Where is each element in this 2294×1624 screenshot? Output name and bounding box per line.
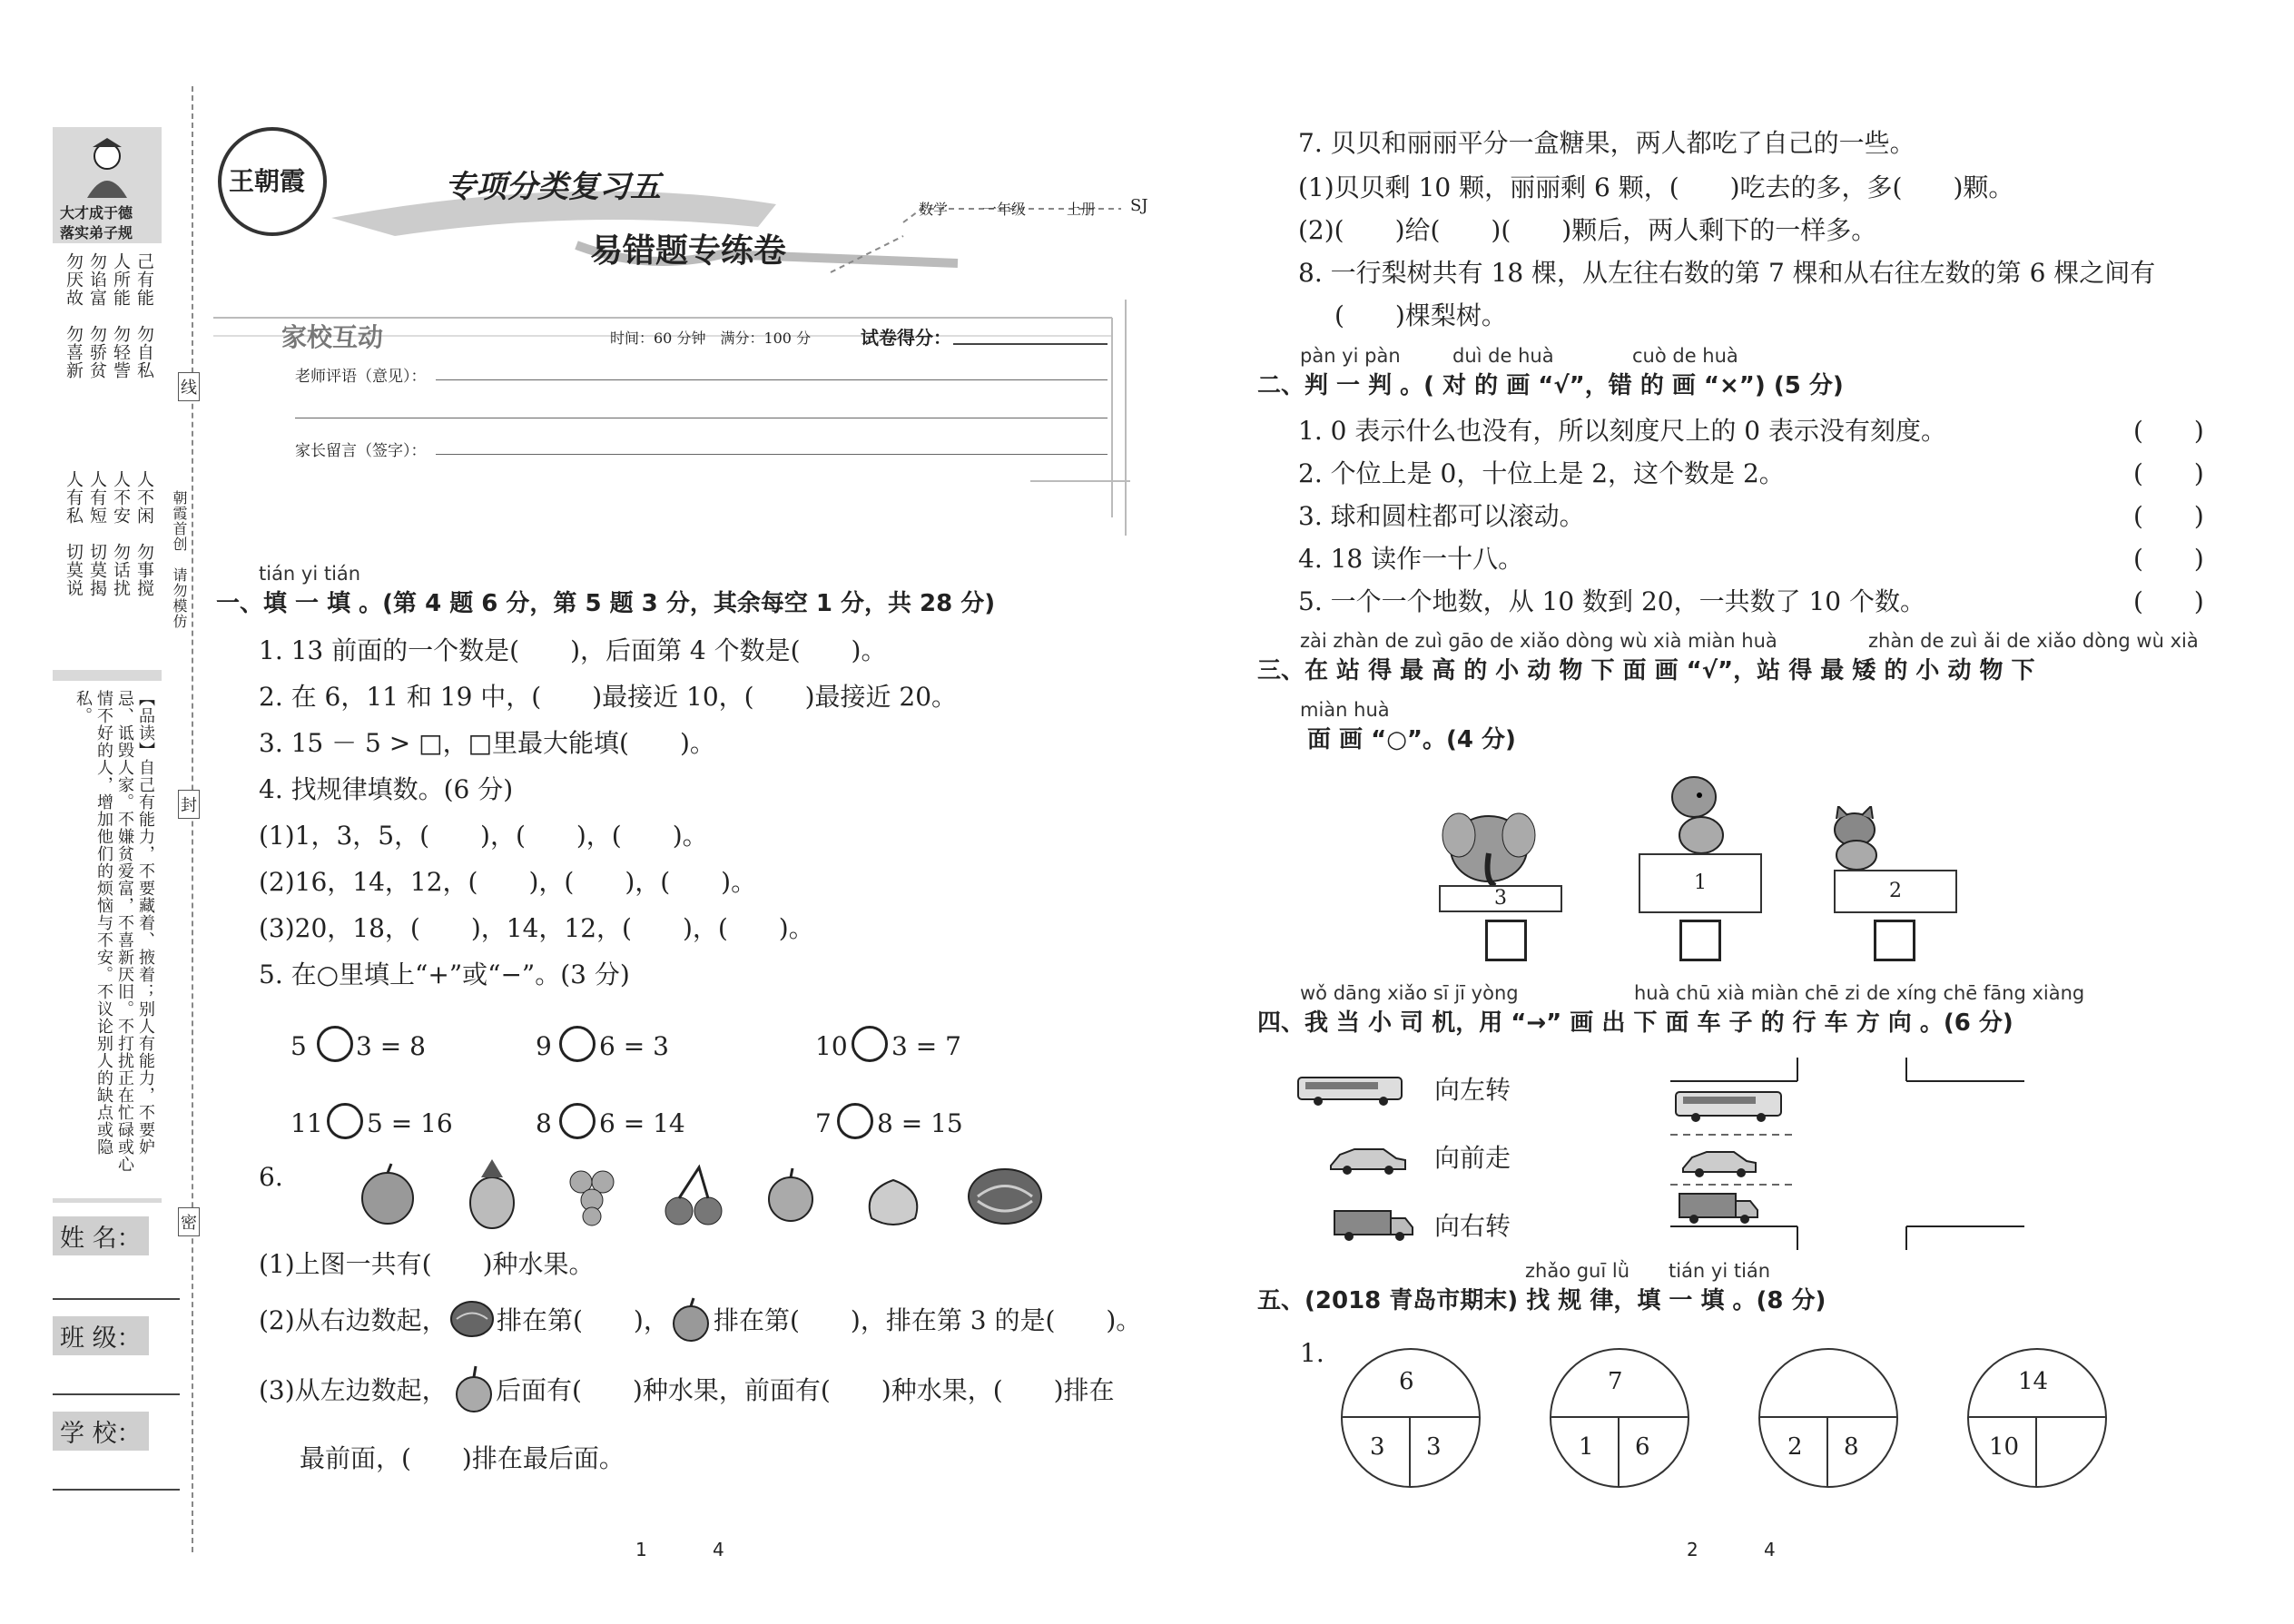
elephant-icon (1439, 799, 1539, 893)
reading-box (53, 681, 162, 1198)
name-label: 姓 名： (53, 1216, 149, 1255)
pineapple-icon (463, 1157, 521, 1234)
number-circle (1758, 1348, 1898, 1488)
exam-title: 易错题专练卷 (590, 232, 787, 270)
eq-circle[interactable] (317, 1026, 353, 1062)
q6c-start: (3)从左边数起， (259, 1375, 448, 1405)
turn-right-label: 向右转 (1434, 1211, 1511, 1241)
q4c: (3)20，18，( )，14，12，( )，( )。 (259, 913, 814, 943)
verse-col: 人有短 切莫揭 (87, 470, 107, 597)
judge-answer[interactable]: ( ) (2133, 544, 2204, 574)
teacher-comment-label: 老师评语（意见）： (295, 368, 427, 386)
answer-box[interactable] (1485, 920, 1527, 961)
s3-title: 三、在 站 得 最 高 的 小 动 物 下 面 画 “√”，站 得 最 矮 的 小 动 物 下 (1257, 657, 2035, 684)
road-diagram[interactable] (1670, 1058, 2033, 1253)
s4-title: 四、我 当 小 司 机，用 “→” 画 出 下 面 车 子 的 行 车 方 向 。(6 分) (1257, 1009, 2013, 1037)
eq-circle[interactable] (837, 1103, 873, 1139)
orange-icon (454, 1363, 494, 1418)
cut-mark: 线 (178, 372, 200, 401)
s5-title: 五、(2018 青岛市期末) 找 规 律，填 一 填 。(8 分) (1257, 1287, 1826, 1314)
judge-item: 3. 球和圆柱都可以滚动。 (1298, 501, 1585, 531)
parent-comment-field[interactable] (436, 454, 1108, 455)
exam-time: 时间：60 分钟 满分：100 分 (610, 330, 812, 347)
s2-pinyin: duì de huà (1452, 345, 1554, 367)
judge-answer[interactable]: ( ) (2133, 501, 2204, 531)
eq-left: 8 (536, 1108, 552, 1138)
s1-pinyin: tián yi tián (259, 563, 361, 585)
meta-subject: 数学 (919, 201, 949, 218)
circle-left[interactable]: 1 (1579, 1433, 1594, 1461)
q2: 2. 在 6，11 和 19 中，( )最接近 10，( )最接近 20。 (259, 682, 958, 712)
motto-line-2: 落实弟子规 (60, 224, 133, 241)
s2-pinyin: cuò de huà (1632, 345, 1738, 367)
q6: 6. (259, 1162, 283, 1192)
eq-left: 9 (536, 1031, 552, 1061)
parent-comment-label: 家长留言（签字）： (295, 442, 427, 460)
number-circle (1341, 1348, 1481, 1488)
number-circle (1967, 1348, 2107, 1488)
school-label: 学 校： (53, 1412, 149, 1451)
q6b-middle: 排在第( )， (497, 1305, 669, 1335)
cherry-icon (663, 1164, 728, 1231)
verse-col: 人不安 勿话扰 (111, 470, 131, 597)
page-total: 4 (713, 1539, 724, 1560)
meta-edition: SJ (1130, 196, 1148, 215)
watermelon-icon (449, 1300, 495, 1342)
answer-box[interactable] (1874, 920, 1915, 961)
q7b: (2)( )给( )( )颗后，两人剩下的一样多。 (1298, 215, 1877, 245)
circle-top: 14 (2018, 1368, 2049, 1395)
q7: 7. 贝贝和丽丽平分一盒糖果，两人都吃了自己的一些。 (1298, 128, 1915, 158)
class-field[interactable] (53, 1393, 180, 1395)
cut-mark: 密 (178, 1207, 200, 1236)
q6b-start: (2)从右边数起， (259, 1305, 448, 1335)
circle-top: 7 (1608, 1368, 1623, 1395)
motto-line-1: 大才成于德 (60, 204, 133, 221)
go-forward-label: 向前走 (1434, 1143, 1511, 1173)
meta-grade: 一年级 (982, 201, 1027, 218)
school-field[interactable] (53, 1489, 180, 1491)
q6a: (1)上图一共有( )种水果。 (259, 1249, 595, 1279)
bus-icon (1296, 1074, 1405, 1110)
cut-line (192, 86, 193, 1552)
height-block: 3 (1439, 885, 1562, 912)
s5-question-number: 1. (1300, 1338, 1324, 1368)
orange-icon (765, 1166, 816, 1228)
q7a: (1)贝贝剩 10 颗，丽丽剩 6 颗，( )吃去的多，多( )颗。 (1298, 172, 2014, 202)
page-total: 4 (1764, 1539, 1776, 1560)
eq-right: 6 = 3 (599, 1031, 669, 1061)
teacher-comment-field[interactable] (436, 379, 1108, 380)
verse-box (53, 243, 162, 670)
judge-item: 4. 18 读作一十八。 (1298, 544, 1524, 574)
slogan: 朝霞首创 请勿模仿 (171, 490, 188, 629)
judge-answer[interactable]: ( ) (2133, 586, 2204, 616)
dog-icon (1661, 772, 1734, 859)
truck-icon (1333, 1207, 1414, 1247)
eq-circle[interactable] (559, 1026, 596, 1062)
s2-title: 二、判 一 判 。( 对 的 画 “√”，错 的 画 “×”) (5 分) (1257, 372, 1844, 399)
page-number: 1 (635, 1539, 647, 1560)
s5-pinyin: tián yi tián (1669, 1260, 1771, 1282)
peach-icon (861, 1173, 926, 1231)
q8a: 8. 一行梨树共有 18 棵，从左往右数的第 7 棵和从右往左数的第 6 棵之间有 (1298, 258, 2156, 288)
answer-box[interactable] (1679, 920, 1721, 961)
s3-title-cont: 面 画 “○”。(4 分) (1307, 726, 1516, 753)
eq-left: 7 (815, 1108, 832, 1138)
reading-text: 【品读】自己有能力，不要藏着、掖着；别人有能力，不要妒忌、诋毁人家。不嫌贫爱富，不喜新厌旧。不打扰正在忙碌或心情不好的人，增加他们的烦恼与不安。不议论别人的缺点或隐私。 (74, 690, 155, 1173)
eq-circle[interactable] (327, 1103, 363, 1139)
series-title: 专项分类复习五 (445, 169, 661, 205)
q6c-end: 最前面，( )排在最后面。 (300, 1443, 625, 1473)
eq-right: 8 = 15 (877, 1108, 963, 1138)
verse-col: 己有能 勿自私 (134, 252, 154, 379)
sidebar-panel (53, 127, 162, 1203)
height-block: 1 (1639, 853, 1762, 913)
q6b-end: 排在第( )，排在第 3 的是( )。 (714, 1305, 1142, 1335)
q6c-middle: 后面有( )种水果，前面有( )种水果，( )排在 (496, 1375, 1115, 1405)
car-icon (1327, 1144, 1409, 1180)
brand-logo-text: 王朝霞 (229, 166, 306, 196)
circle-right[interactable]: 3 (1426, 1433, 1442, 1461)
circle-left[interactable]: 3 (1370, 1433, 1385, 1461)
s5-pinyin: zhǎo guī lǜ (1525, 1260, 1630, 1282)
cat-icon (1820, 806, 1891, 875)
home-school-badge: 家校互动 (281, 322, 384, 352)
q8b: ( )棵梨树。 (1334, 300, 1507, 330)
q4b: (2)16，14，12，( )，( )，( )。 (259, 867, 757, 897)
q5: 5. 在○里填上“+”或“−”。(3 分) (259, 960, 630, 989)
eq-right: 5 = 16 (367, 1108, 453, 1138)
judge-answer[interactable]: ( ) (2133, 416, 2204, 446)
circle-right[interactable]: 6 (1635, 1433, 1650, 1461)
judge-item: 1. 0 表示什么也没有，所以刻度尺上的 0 表示没有刻度。 (1298, 416, 1946, 446)
score-label: 试卷得分： (861, 327, 951, 349)
s1-title: 一、填 一 填 。(第 4 题 6 分，第 5 题 3 分，其余每空 1 分，共 28 分) (216, 590, 996, 617)
judge-answer[interactable]: ( ) (2133, 458, 2204, 488)
eq-right: 3 = 8 (356, 1031, 426, 1061)
mascot-icon (80, 136, 134, 200)
s3-pinyin: zài zhàn de zuì gāo de xiǎo dòng wù xià miàn huà (1300, 630, 1777, 652)
height-block: 2 (1834, 870, 1957, 913)
circle-top: 6 (1399, 1368, 1414, 1395)
class-label: 班 级： (53, 1316, 149, 1355)
verse-col: 人有私 切莫说 (64, 470, 84, 597)
verse-col: 人所能 勿轻訾 (111, 252, 131, 379)
s3-pinyin: miàn huà (1300, 699, 1390, 721)
number-circle (1550, 1348, 1689, 1488)
circle-left: 2 (1787, 1433, 1803, 1461)
page-number: 2 (1687, 1539, 1698, 1560)
score-field[interactable] (953, 343, 1108, 345)
meta-term: 上册 (1067, 201, 1097, 218)
s4-pinyin: wǒ dāng xiǎo sī jī yòng (1300, 982, 1519, 1004)
verse-col: 勿谄富 勿骄贫 (87, 252, 107, 379)
s3-pinyin: zhàn de zuì ǎi de xiǎo dòng wù xià (1868, 630, 2199, 652)
circle-left: 10 (1989, 1433, 2020, 1461)
eq-circle[interactable] (852, 1026, 888, 1062)
q4: 4. 找规律填数。(6 分) (259, 774, 514, 804)
verse-col: 人不闲 勿事搅 (134, 470, 154, 597)
eq-circle[interactable] (559, 1103, 596, 1139)
verse-col: 勿厌故 勿喜新 (64, 252, 84, 379)
eq-left: 5 (290, 1031, 307, 1061)
eq-left: 10 (815, 1031, 848, 1061)
circle-right: 8 (1844, 1433, 1859, 1461)
q1: 1. 13 前面的一个数是( )，后面第 4 个数是( )。 (259, 635, 887, 665)
judge-item: 2. 个位上是 0，十位上是 2，这个数是 2。 (1298, 458, 1785, 488)
apple-icon (670, 1296, 712, 1345)
grapes-icon (561, 1162, 625, 1231)
cut-mark: 封 (178, 790, 200, 819)
eq-right: 6 = 14 (599, 1108, 685, 1138)
s4-pinyin: huà chū xià miàn chē zi de xíng chē fāng xiàng (1634, 982, 2085, 1004)
name-field[interactable] (53, 1298, 180, 1300)
turn-left-label: 向左转 (1434, 1075, 1511, 1105)
judge-item: 5. 一个一个地数，从 10 数到 20，一共数了 10 个数。 (1298, 586, 1926, 616)
q4a: (1)1，3，5，( )，( )，( )。 (259, 821, 708, 851)
watermelon-icon (967, 1166, 1043, 1230)
apple-icon (359, 1162, 417, 1229)
eq-right: 3 = 7 (891, 1031, 961, 1061)
q3: 3. 15 － 5 > □，□里最大能填( )。 (259, 728, 715, 758)
s2-pinyin: pàn yi pàn (1300, 345, 1401, 367)
eq-left: 11 (290, 1108, 323, 1138)
